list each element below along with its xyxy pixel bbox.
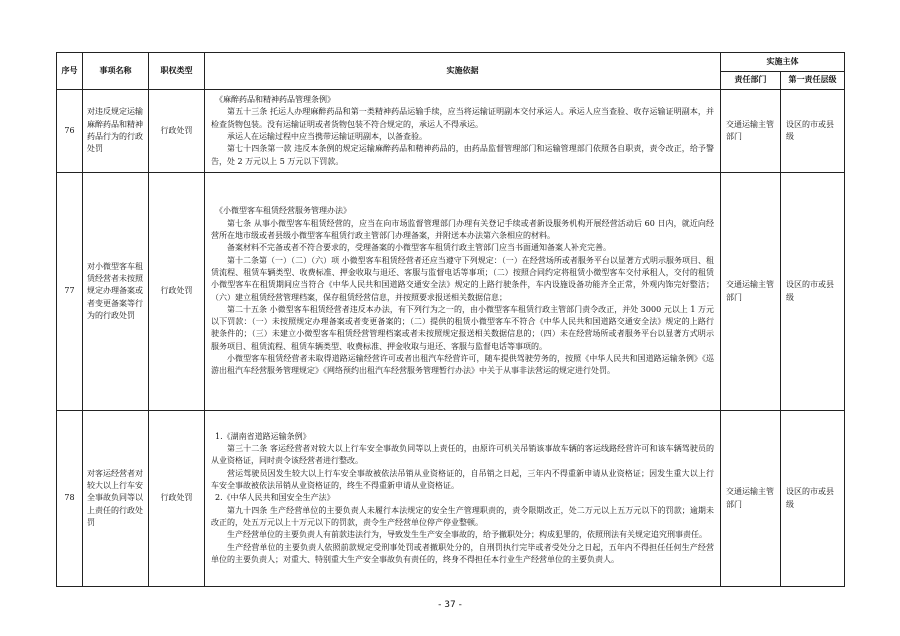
basis-paragraph: 第二十五条 小微型客车租赁经营者违反本办法，有下列行为之一的，由小微型客车租赁行政主管部门责令改正，并处 3000 元以上 1 万元以下罚款：（一）未按照规定办理备案或者变更备案的；（二）提供的租赁小微型客车不符合《中华人民共和国道路交通安全法》规定的上路行驶条件的；（三）未建立小微型客车租赁经营管理档案或者未按照规定报送相关数据信息的；（四）未在经营场所或者服务平台以显著方式明示服务项目、租赁流程、租赁车辆类型、收费标准、押金收取与退还、客服与监督电话等事项的。 xyxy=(211,304,714,351)
header-dept: 责任部门 xyxy=(721,72,781,90)
authority-type: 行政处罚 xyxy=(149,90,205,173)
basis-paragraph: 第五十三条 托运人办理麻醉药品和第一类精神药品运输手续，应当将运输证明副本交付承运人。承运人应当查验、收存运输证明副本，并检查货物包装。没有运输证明或者货物包装不符合规定的，承运人不得承运。 xyxy=(211,107,714,129)
basis-paragraph: 第三十二条 客运经营者对较大以上行车安全事故负同等以上责任的，由原许可机关吊销该事故车辆的客运线路经营许可和该车辆驾驶员的从业资格证，同时责令该经营者进行整改。 xyxy=(211,444,714,466)
authority-type: 行政处罚 xyxy=(149,173,205,411)
basis-paragraph: 1.《湖南省道路运输条例》 xyxy=(215,431,311,441)
row-number: 76 xyxy=(57,90,83,173)
page-number: - 37 - xyxy=(438,600,462,610)
basis-paragraph: 备案材料不完备或者不符合要求的，受理备案的小微型客车租赁行政主管部门应当书面通知备案人补充完善。 xyxy=(227,243,611,253)
basis-paragraph: 第七条 从事小微型客车租赁经营的，应当在向市场监督管理部门办理有关登记手续或者新设服务机构开展经营活动后 60 日内，就近向经营所在地市级或者县级小微型客车租赁行政主管部门办理备案，并附送本办法第六条相应的材料。 xyxy=(211,218,714,241)
authority-type: 行政处罚 xyxy=(149,411,205,587)
basis-paragraph: 小微型客车租赁经营者未取得道路运输经营许可或者出租汽车经营许可，随车提供驾驶劳务的，按照《中华人民共和国道路运输条例》《巡游出租汽车经营服务管理规定》《网络预约出租汽车经营服务管理暂行办法》中关于从事非法营运的规定进行处罚。 xyxy=(211,353,714,376)
responsible-dept: 交通运输主管部门 xyxy=(721,90,781,173)
matters-table xyxy=(56,52,845,587)
table-row xyxy=(57,173,845,411)
row-number: 78 xyxy=(57,411,83,587)
matter-name: 对违反规定运输麻醉药品和精神药品行为的行政处罚 xyxy=(83,90,149,173)
basis-paragraph: 承运人在运输过程中应当携带运输证明副本，以备查验。 xyxy=(227,132,427,141)
legal-basis xyxy=(205,90,721,173)
basis-paragraph: 第九十四条 生产经营单位的主要负责人未履行本法规定的安全生产管理职责的，责令限期改正，处二万元以上五万元以下的罚款；逾期未改正的，处五万元以上十万元以下的罚款，责令生产经营单位停产停业整顿。 xyxy=(211,505,714,527)
responsible-dept: 交通运输主管部门 xyxy=(721,173,781,411)
basis-paragraph: 《麻醉药品和精神药品管理条例》 xyxy=(215,95,335,105)
header-basis: 实施依据 xyxy=(205,53,721,90)
table-row xyxy=(57,411,845,587)
legal-basis xyxy=(205,173,721,411)
responsibility-level: 设区的市或县级 xyxy=(781,173,845,411)
basis-paragraph: 营运驾驶员因发生较大以上行车安全事故被依法吊销从业资格证的，自吊销之日起，三年内不得重新申请从业资格证；因发生重大以上行车安全事故被依法吊销从业资格证的，终生不得重新申请从业资格证。 xyxy=(211,468,714,491)
legal-basis xyxy=(205,411,721,587)
header-name: 事项名称 xyxy=(83,53,149,90)
responsibility-level: 设区的市或县级 xyxy=(781,411,845,587)
basis-paragraph: 生产经营单位的主要负责人有前款违法行为，导致发生生产安全事故的，给予撤职处分；构成犯罪的，依照刑法有关规定追究刑事责任。 xyxy=(227,530,707,540)
row-number: 77 xyxy=(57,173,83,411)
basis-paragraph: 2.《中华人民共和国安全生产法》 xyxy=(215,493,335,503)
basis-paragraph: 第十二条第（一）（二）（六）项 小微型客车租赁经营者还应当遵守下列规定：（一）在经营场所或者服务平台以显著方式明示服务项目、租赁流程、租赁车辆类型、收费标准、押金收取与退还、客服与监督电话等事项；（二）按照合同约定将租赁小微型客车交付承租人，交付的租赁小微型客车在租赁期间应当符合《中华人民共和国道路交通安全法》规定的上路行驶条件，车内设施设备功能齐全正常，外观内饰完好整洁；（六）建立租赁经营管理档案，保存租赁经营信息，并按照要求报送相关数据信息； xyxy=(211,255,714,302)
basis-paragraph: 生产经营单位的主要负责人依照前款规定受刑事处罚或者撤职处分的，自刑罚执行完毕或者受处分之日起，五年内不得担任任何生产经营单位的主要负责人；对重大、特别重大生产安全事故负有责任的，终身不得担任本行业生产经营单位的主要负责人。 xyxy=(211,542,714,564)
header-seq: 序号 xyxy=(57,53,83,90)
header-subject: 实施主体 xyxy=(721,53,845,72)
matter-name: 对小微型客车租赁经营者未按照规定办理备案或者变更备案等行为的行政处罚 xyxy=(83,173,149,411)
responsible-dept: 交通运输主管部门 xyxy=(721,411,781,587)
responsibility-level: 设区的市或县级 xyxy=(781,90,845,173)
basis-paragraph: 《小微型客车租赁经营服务管理办法》 xyxy=(215,206,351,216)
basis-paragraph: 第七十四条第一款 违反本条例的规定运输麻醉药品和精神药品的，由药品监督管理部门和运输管理部门依照各自职责，责令改正，给予警告，处 2 万元以上 5 万元以下罚款。 xyxy=(211,144,714,166)
matter-name: 对客运经营者对较大以上行车安全事故负同等以上责任的行政处罚 xyxy=(83,411,149,587)
header-type: 职权类型 xyxy=(149,53,205,90)
table-row xyxy=(57,90,845,173)
header-level: 第一责任层级 xyxy=(781,72,845,90)
